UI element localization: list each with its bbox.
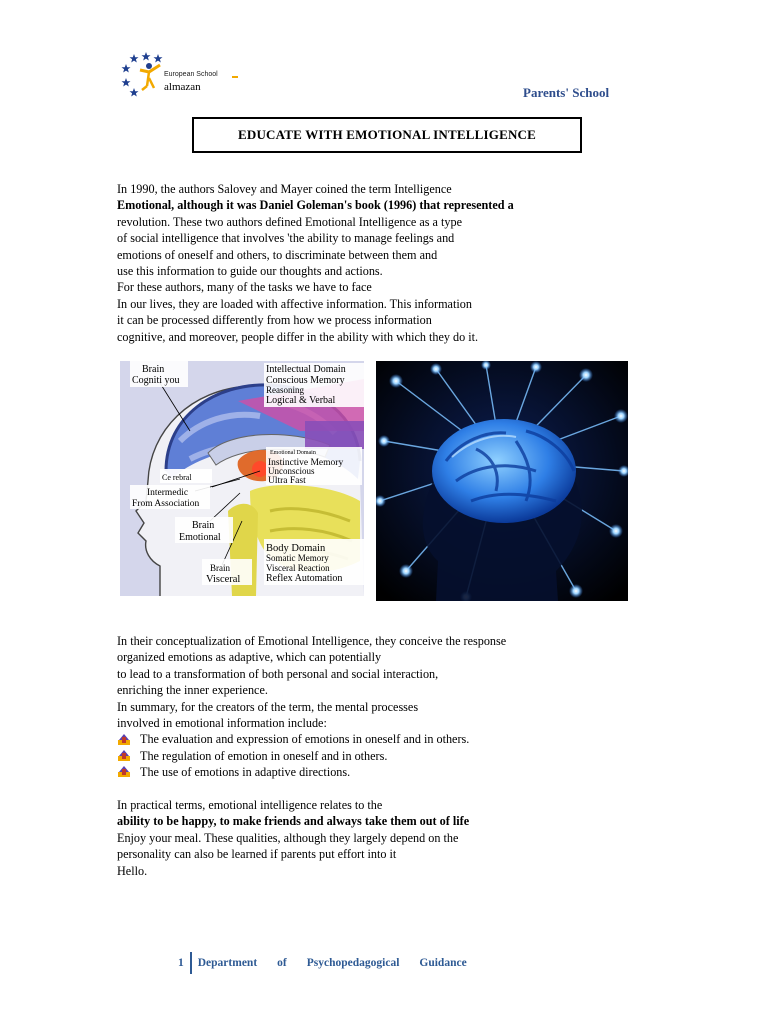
page-title-box [192,117,582,153]
label-intermediate: Intermedic [147,488,189,498]
concept-line: In their conceptualization of Emotional Intelligence, they conceive the response [117,634,507,648]
bullet-item [117,764,506,780]
practical-paragraph [117,797,469,879]
concept-line: organized emotions as adaptive, which can potentially [117,650,382,665]
intro-line: revolution. These two authors defined Emotional Intelligence as a type [117,214,462,229]
logo-subtitle: European School [164,71,218,78]
bullet-text: The regulation of emotion in oneself and in others. [140,748,388,763]
label-intellectual-domain: Reasoning [266,385,304,395]
logo-name: almazan [164,81,201,93]
label-brain-cognitive: Brain [142,364,165,375]
bullet-icon [117,734,131,746]
practical-line: personality can also be learned if parents put effort into it [117,847,397,862]
label-emotional-domain: Instinctive Memory [268,458,344,468]
concept-paragraph [117,633,506,781]
label-intellectual-domain: Conscious Memory [266,375,345,386]
label-brain-visceral: Visceral [206,574,241,585]
intro-line: In our lives, they are loaded with affective information. This information [117,296,472,311]
section-title: Parents' School [523,85,610,100]
intro-line: of social intelligence that involves 'the ability to manage feelings and [117,231,455,246]
intro-line: Emotional, although it was Daniel Goleman's book (1996) that represented a [117,198,514,213]
label-intellectual-domain: Intellectual Domain [266,364,346,375]
concept-line: In summary, for the creators of the term, the mental processes [117,699,419,714]
label-body-domain: Somatic Memory [266,553,329,563]
footer-divider [190,952,192,974]
label-brain-visceral: Brain [210,563,230,573]
intro-line: emotions of oneself and others, to discriminate between them and [117,247,438,262]
label-cortex: Ce rebral [162,473,192,482]
footer-word: of [277,957,287,969]
label-body-domain: Body Domain [266,543,326,554]
label-emotional-domain: Unconscious [268,466,315,476]
practical-line: Enjoy your meal. These qualities, although they largely depend on the [117,830,459,845]
bullet-icon [117,766,131,778]
intro-line: use this information to guide our thoughts and actions. [117,263,383,278]
intro-paragraph [117,181,514,345]
label-emotional-domain: Emotional Domain [270,450,316,456]
page-number: 1 [178,957,184,969]
practical-line: In practical terms, emotional intelligence relates to the [117,798,383,812]
label-brain-emotional: Brain [192,520,215,531]
bullet-text: The evaluation and expression of emotions in oneself and in others. [140,732,470,747]
label-intermediate: From Association [132,499,200,509]
bullet-text: The use of emotions in adaptive directions. [140,765,351,780]
intro-line: For these authors, many of the tasks we have to face [117,280,372,295]
label-body-domain: Visceral Reaction [266,563,330,573]
label-brain-cognitive: Cogniti you [132,375,180,386]
practical-line: ability to be happy, to make friends and always take them out of life [117,814,470,829]
page-title: EDUCATE WITH EMOTIONAL INTELLIGENCE [237,127,536,142]
intro-line: cognitive, and moreover, people differ in the ability with which they do it. [117,329,479,344]
bullet-icon [117,750,131,762]
concept-line: to lead to a transformation of both personal and social interaction, [117,666,439,681]
concept-line: involved in emotional information include: [117,715,327,730]
label-brain-emotional: Emotional [179,532,221,543]
practical-line: Hello. [117,863,148,878]
bullet-item [117,748,506,764]
footer-word: Guidance [419,957,467,969]
glowing-brain-image [376,361,628,601]
brain-domains-diagram [120,361,364,596]
bullet-item [117,731,506,747]
concept-line: enriching the inner experience. [117,683,268,698]
footer-word: Department [197,957,258,969]
label-intellectual-domain: Logical & Verbal [266,395,336,406]
footer-word: Psychopedagogical [306,957,400,969]
intro-line: In 1990, the authors Salovey and Mayer coined the term Intelligence [117,182,452,196]
page-footer [178,952,467,974]
label-emotional-domain: Ultra Fast [268,476,306,486]
intro-line: it can be processed differently from how we process information [117,313,432,328]
label-body-domain: Reflex Automation [266,573,343,584]
